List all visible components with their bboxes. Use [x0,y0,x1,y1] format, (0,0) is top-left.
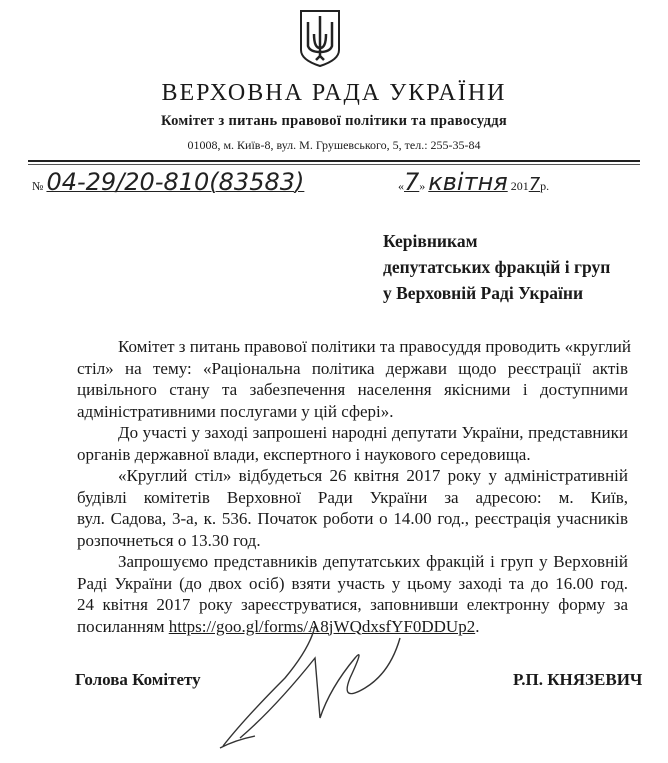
header-divider [28,160,640,162]
number-prefix: № [32,179,44,193]
header-divider-thin [28,164,640,165]
body-line: До участі у заході запрошені народні депутати України, представники [118,423,628,442]
signatory-name: Р.П. КНЯЗЕВИЧ [513,670,643,689]
addressee-line: Керівникам [383,231,478,251]
body-line: Запрошуємо представників депутатських фракцій і груп у Верховній [118,552,628,571]
date-year-unit: р. [540,179,550,193]
committee-address: 01008, м. Київ-8, вул. М. Грушевського, 5, тел.: 255-35-84 [187,138,481,152]
body-line: органів державної влади, експертного і наукового середовища. [77,444,531,464]
body-line: адміністративними послугами у цій сфері». [77,401,394,421]
registration-form-link[interactable]: https://goo.gl/forms/A8jWQdxsfYF0DDUp2 [168,616,476,636]
body-line: «Круглий стіл» відбудеться 26 квітня 2017 року у адміністративній [118,466,628,485]
date-day: 7 [404,168,420,196]
date-year-suffix: 7 [528,174,541,195]
letter-date: «7» квітня 2017р. [398,168,550,196]
handwritten-signature [215,618,405,753]
addressee-block [383,228,610,306]
addressee-line: у Верховній Раді України [383,283,584,303]
trident-emblem-icon [298,8,342,68]
date-year-prefix: 201 [510,179,529,193]
body-line: Комітет з питань правової політики та правосуддя проводить «круглий [118,337,631,356]
body-line: розпочнеться о 13.30 год. [77,530,261,550]
addressee-line: депутатських фракцій і груп [383,257,611,277]
body-line: Раді України (до двох осіб) взяти участь у цьому заході та до 16.00 год. [77,573,628,593]
date-month: квітня [428,168,508,196]
body-line: цивільного стану та забезпечення населення якісними і доступними [77,380,628,399]
body-line: стіл» на тему: «Раціональна політика держави щодо реєстрації актів [77,358,628,378]
organization-title: ВЕРХОВНА РАДА УКРАЇНИ [161,80,507,106]
signatory-title: Голова Комітету [75,670,201,689]
body-line: будівлі комітетів Верховної Ради України за адресою: м. Київ, [77,487,628,507]
body-line: вул. Садова, 3-а, к. 536. Початок роботи о 14.00 год., реєстрація учасників [77,509,628,528]
link-suffix: . [475,616,480,636]
handwritten-number: 04-29/20-810(83583) [46,168,305,196]
committee-name: Комітет з питань правової політики та правосуддя [161,113,507,129]
body-line: 24 квітня 2017 року зареєструватися, заповнивши електронну форму за [77,595,628,614]
link-prefix: посиланням [77,616,169,636]
outgoing-number [32,168,304,196]
letter-body [77,336,631,637]
